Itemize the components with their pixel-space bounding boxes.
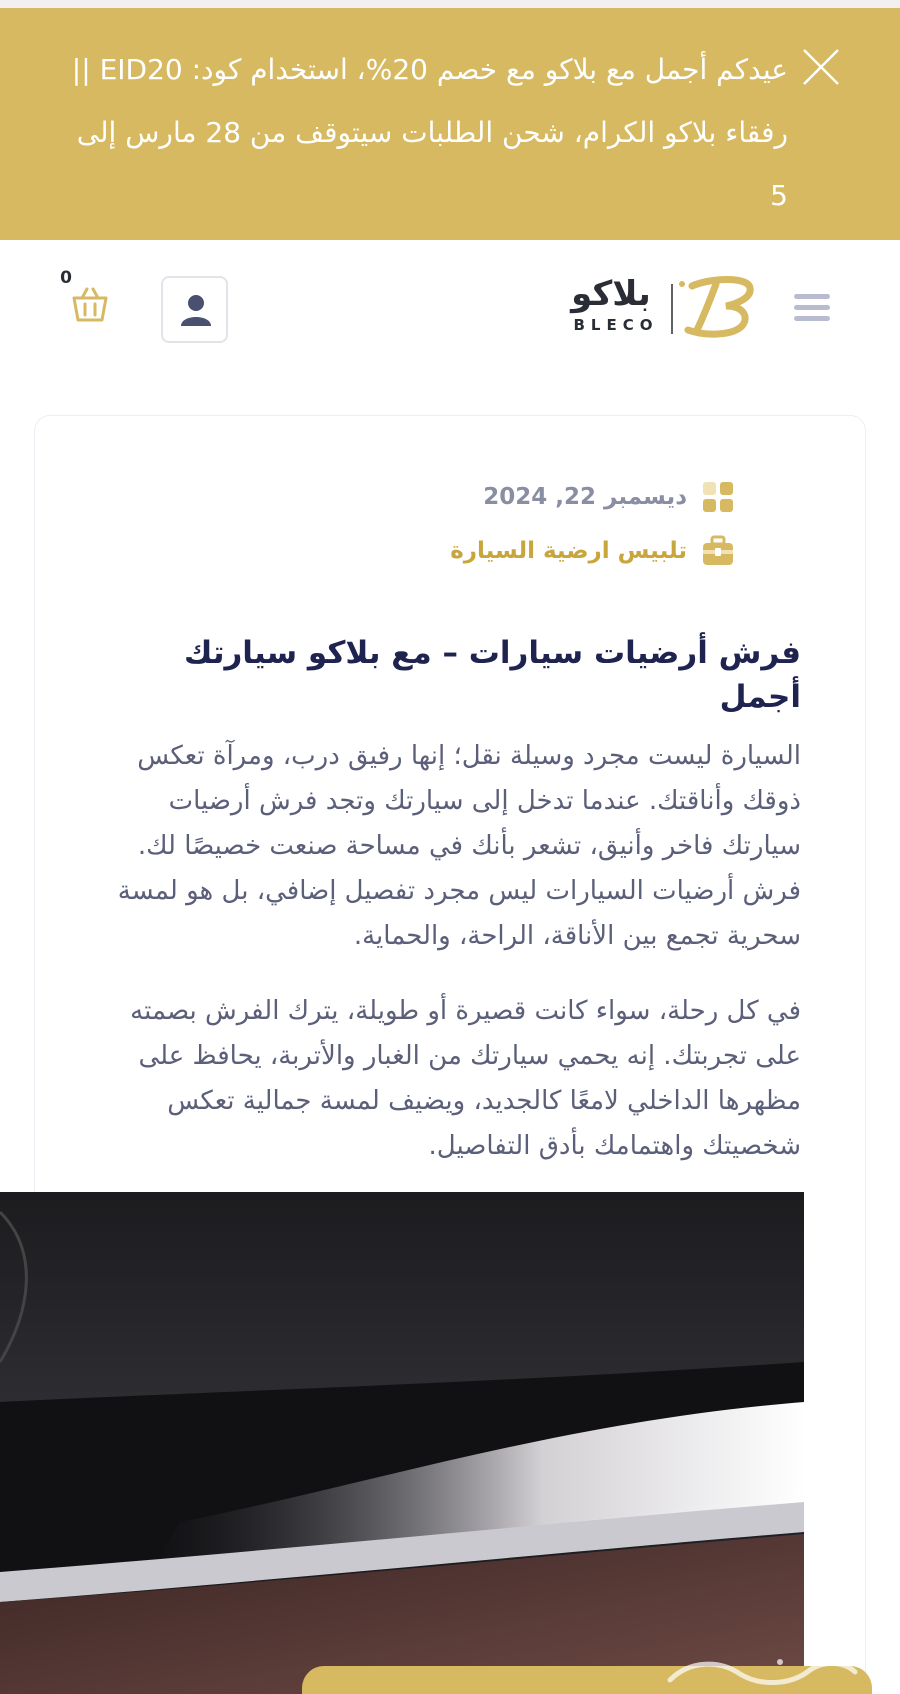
briefcase-icon bbox=[701, 534, 735, 568]
basket-icon bbox=[70, 286, 110, 324]
announcement-line-2: رفقاء بلاكو الكرام، شحن الطلبات سيتوقف من 28 مارس إلى 5 bbox=[76, 116, 788, 212]
cart-count: 0 bbox=[60, 268, 72, 288]
site-logo[interactable] bbox=[556, 272, 756, 342]
car-interior-photo bbox=[0, 1192, 804, 1694]
cart-button[interactable] bbox=[60, 268, 130, 338]
post-category-row[interactable] bbox=[450, 534, 735, 568]
announcement-line-1: عيدكم أجمل مع بلاكو مع خصم 20%، استخدام كود: EID20 || bbox=[71, 53, 788, 86]
post-title: فرش أرضيات سيارات – مع بلاكو سيارتك أجمل bbox=[183, 635, 801, 715]
watermark-logo bbox=[660, 1650, 860, 1694]
announcement-banner bbox=[0, 8, 900, 240]
close-icon[interactable] bbox=[798, 44, 844, 90]
status-strip bbox=[0, 0, 900, 8]
post-date: ديسمبر 22, 2024 bbox=[483, 484, 687, 510]
post-paragraph-2: في كل رحلة، سواء كانت قصيرة أو طويلة، يترك الفرش بصمته على تجربتك. إنه يحمي سيارتك من الغبار والأتربة، يحافظ على مظهرها الداخلي لامعًا كالجديد، ويضيف لمسة جمالية تعكس شخصيتك واهتمامك بأدق التفاصيل. bbox=[130, 996, 801, 1161]
logo-arabic-text: بلاكو bbox=[571, 274, 651, 314]
logo-latin-text: BLECO bbox=[573, 316, 659, 334]
post-date-row bbox=[483, 480, 735, 514]
hamburger-icon[interactable] bbox=[794, 294, 830, 326]
post-paragraph-1: السيارة ليست مجرد وسيلة نقل؛ إنها رفيق درب، ومرآة تعكس ذوقك وأناقتك. عندما تدخل إلى سيارتك وتجد فرش أرضيات سيارتك فاخر وأنيق، تشعر بأنك في مساحة صنعت خصيصًا لك. فرش أرضيات السيارات ليس مجرد تفصيل إضافي، بل هو لمسة سحرية تجمع بين الأناقة، الراحة، والحماية. bbox=[117, 741, 801, 951]
user-icon[interactable] bbox=[161, 276, 228, 343]
grid-icon bbox=[701, 480, 735, 514]
site-header bbox=[0, 240, 900, 380]
post-category-link[interactable]: تلبيس ارضية السيارة bbox=[450, 538, 687, 564]
logo-b-mark-icon bbox=[670, 276, 754, 338]
